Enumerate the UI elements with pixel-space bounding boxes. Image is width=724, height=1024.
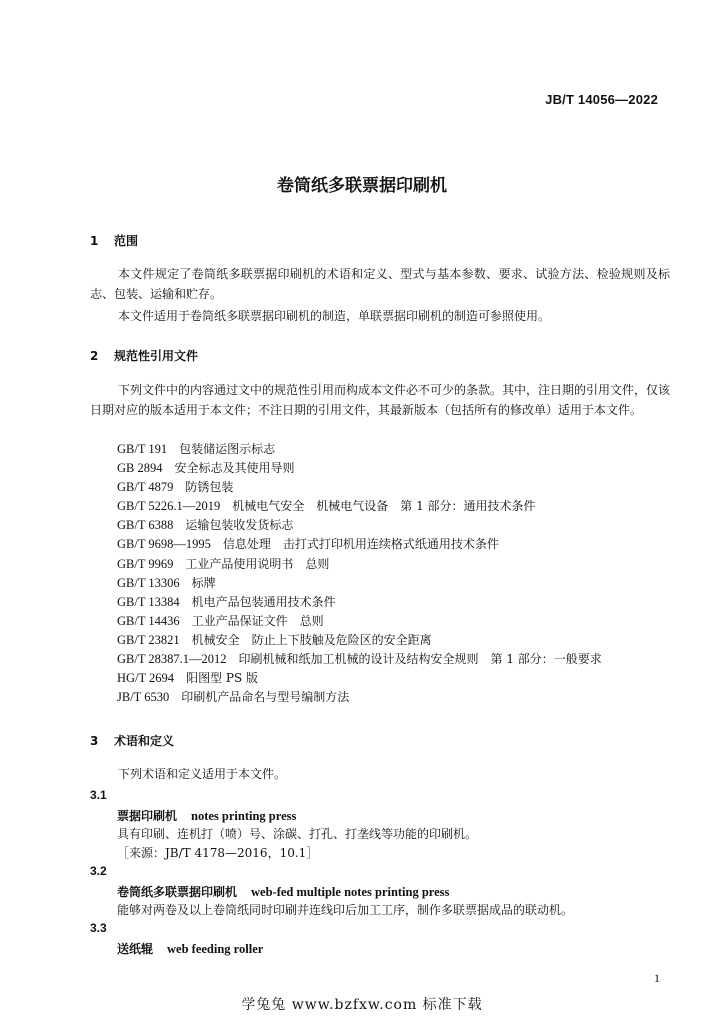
reference-list xyxy=(117,440,677,707)
term-name-zh: 票据印刷机 xyxy=(117,809,178,823)
section-heading-scope xyxy=(90,232,138,249)
reference-item xyxy=(117,535,677,554)
reference-code: GB/T 9698—1995 xyxy=(117,537,211,552)
term-number: 3.2 xyxy=(90,864,107,878)
reference-code: GB/T 13306 xyxy=(117,575,180,590)
reference-item xyxy=(117,497,677,516)
watermark-text: 学兔兔 www.bzfxw.com 标准下载 xyxy=(241,997,483,1013)
scope-paragraph: 本文件规定了卷筒纸多联票据印刷机的术语和定义、型式与基本参数、要求、试验方法、检验规则及标志、包装、运输和贮存。 xyxy=(90,267,670,301)
section-number: 3 xyxy=(90,734,99,748)
term-name-zh: 卷筒纸多联票据印刷机 xyxy=(117,885,238,899)
section-number: 2 xyxy=(90,349,99,363)
reference-code: GB/T 9969 xyxy=(117,556,174,571)
term-definition: 能够对两卷及以上卷筒纸同时印刷并连线印后加工工序，制作多联票据成品的联动机。 xyxy=(117,903,574,917)
references-intro-paragraph: 下列文件中的内容通过文中的规范性引用而构成本文件必不可少的条款。其中，注日期的引用文件，仅该日期对应的版本适用于本文件；不注日期的引用文件，其最新版本（包括所有的修改单）适用于本文件。 xyxy=(90,383,671,417)
reference-code: GB/T 23821 xyxy=(117,632,180,647)
reference-title: 包装储运图示标志 xyxy=(179,442,276,456)
reference-title: 机电产品包装通用技术条件 xyxy=(191,594,336,609)
reference-code: GB 2894 xyxy=(117,461,163,476)
term-definition: 具有印刷、连机打（喷）号、涂碳、打孔、打垄线等功能的印刷机。 xyxy=(117,827,478,841)
reference-item xyxy=(117,688,677,707)
reference-title: 机械电气安全 机械电气设备 第 1 部分：通用技术条件 xyxy=(232,499,536,514)
term-name-en: web feeding roller xyxy=(167,942,264,956)
term-name xyxy=(117,883,449,900)
reference-code: GB/T 14436 xyxy=(117,613,180,628)
reference-code: GB/T 191 xyxy=(117,442,168,456)
section-number: 1 xyxy=(90,234,99,248)
section-title: 范围 xyxy=(114,234,139,248)
reference-title: 防锈包装 xyxy=(185,480,234,495)
reference-title: 印刷机产品命名与型号编制方法 xyxy=(181,690,350,705)
reference-code: GB/T 5226.1—2019 xyxy=(117,499,221,514)
term-number: 3.3 xyxy=(90,921,107,935)
reference-item xyxy=(117,574,677,593)
reference-title: 工业产品保证文件 总则 xyxy=(191,613,324,628)
term-name-en: notes printing press xyxy=(191,809,297,823)
term-name xyxy=(117,807,296,824)
reference-item xyxy=(117,669,677,688)
reference-title: 信息处理 击打式打印机用连续格式纸通用技术条件 xyxy=(222,537,499,552)
section-heading-normative-references xyxy=(90,347,198,364)
scope-applicability-paragraph: 本文件适用于卷筒纸多联票据印刷机的制造，单联票据印刷机的制造可参照使用。 xyxy=(118,309,551,323)
reference-item xyxy=(117,440,677,459)
term-name-en: web-fed multiple notes printing press xyxy=(251,885,450,899)
reference-item xyxy=(117,516,677,535)
term-number: 3.1 xyxy=(90,788,107,802)
reference-item xyxy=(117,650,677,669)
reference-item xyxy=(117,478,677,497)
reference-code: GB/T 6388 xyxy=(117,518,174,533)
page-number: 1 xyxy=(654,971,660,985)
reference-code: GB/T 28387.1—2012 xyxy=(117,652,227,667)
document-title: 卷筒纸多联票据印刷机 xyxy=(277,176,447,196)
reference-item xyxy=(117,555,677,574)
reference-item xyxy=(117,459,677,478)
terms-intro-paragraph: 下列术语和定义适用于本文件。 xyxy=(118,767,287,781)
reference-title: 工业产品使用说明书 总则 xyxy=(185,556,330,571)
reference-item xyxy=(117,631,677,650)
reference-title: 阳图型 PS 版 xyxy=(186,671,258,686)
reference-title: 机械安全 防止上下肢触及危险区的安全距离 xyxy=(191,632,432,647)
reference-title: 标牌 xyxy=(191,575,216,590)
reference-code: GB/T 13384 xyxy=(117,594,180,609)
reference-item xyxy=(117,593,677,612)
reference-title: 印刷机械和纸加工机械的设计及结构安全规则 第 1 部分：一般要求 xyxy=(238,652,602,667)
term-name-zh: 送纸辊 xyxy=(117,942,154,956)
standard-code: JB/T 14056—2022 xyxy=(545,92,658,107)
term-source: ［来源：JB/T 4178—2016，10.1］ xyxy=(117,846,319,860)
reference-code: HG/T 2694 xyxy=(117,671,175,686)
reference-code: JB/T 6530 xyxy=(117,690,170,705)
reference-code: GB/T 4879 xyxy=(117,480,174,495)
section-title: 术语和定义 xyxy=(114,734,175,748)
section-heading-terms-definitions xyxy=(90,732,174,749)
reference-title: 安全标志及其使用导则 xyxy=(174,461,295,476)
section-title: 规范性引用文件 xyxy=(114,349,199,363)
term-name xyxy=(117,940,263,957)
reference-title: 运输包装收发货标志 xyxy=(185,518,294,533)
reference-item xyxy=(117,612,677,631)
